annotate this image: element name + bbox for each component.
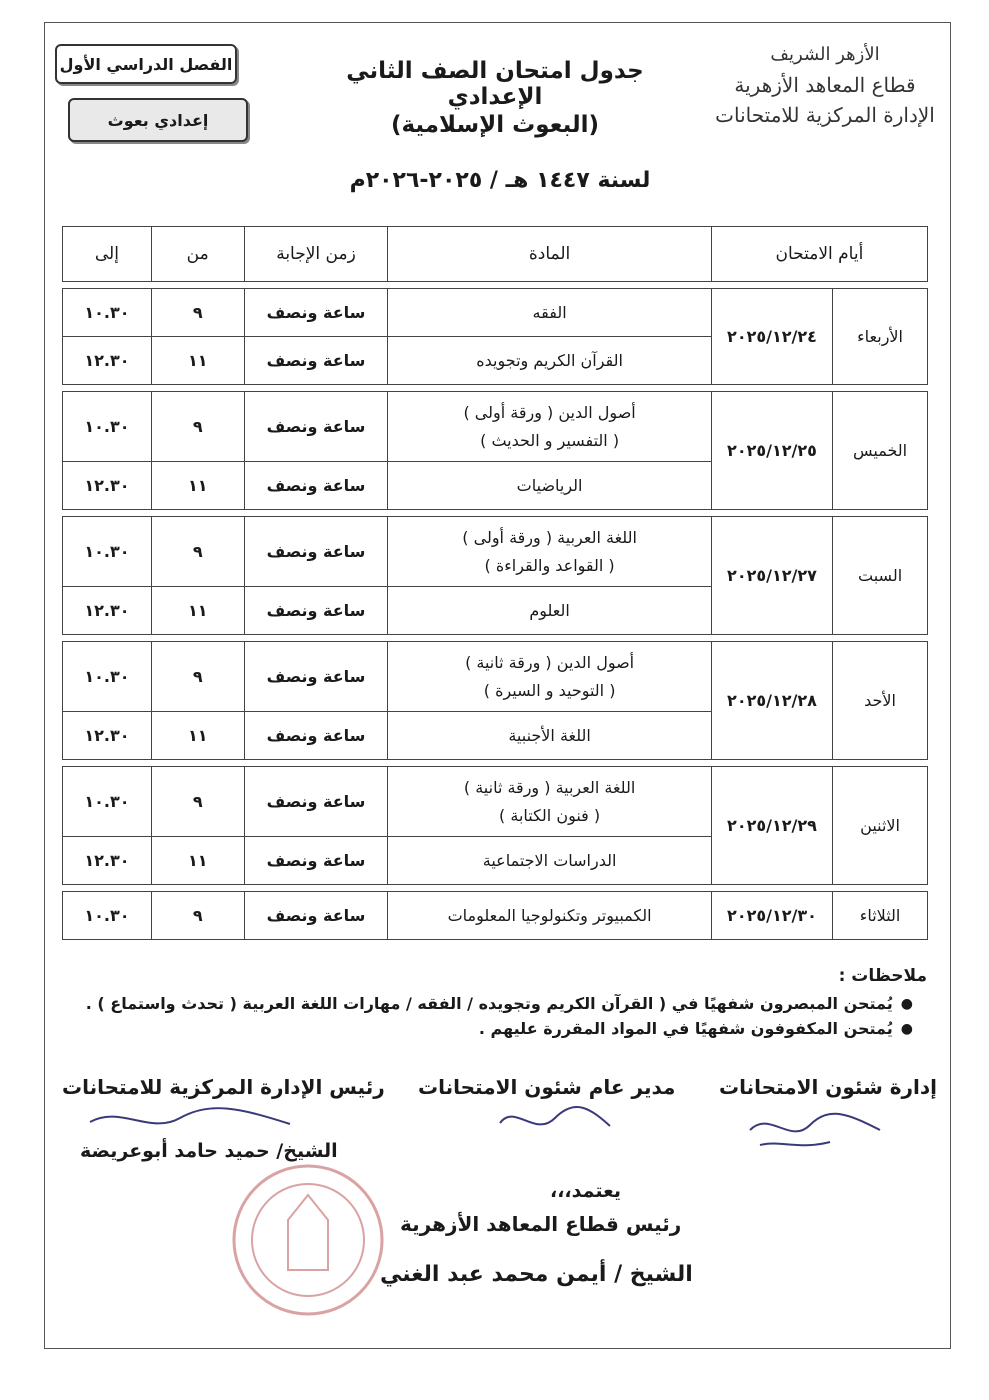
subject-cell	[388, 892, 711, 940]
from-time: ٩	[151, 767, 244, 837]
note-item	[57, 1019, 913, 1038]
subject-line: الكمبيوتر وتكنولوجيا المعلومات	[447, 905, 652, 925]
row-gap-cell	[63, 885, 928, 892]
note-text: يُمتحن المكفوفون شفهيًا في المواد المقررة عليهم .	[478, 1019, 893, 1038]
logo-line-2: قطاع المعاهد الأزهرية	[734, 73, 916, 97]
subject-line: الفقه	[532, 302, 567, 322]
exam-date: ٢٠٢٥/١٢/٢٤	[711, 289, 832, 385]
central-head-signature-title: رئيس الإدارة المركزية للامتحانات	[62, 1075, 385, 1099]
sector-head-title: رئيس قطاع المعاهد الأزهرية	[400, 1212, 682, 1236]
header-subject: المادة	[388, 227, 711, 282]
row-gap	[63, 635, 928, 642]
from-time: ١١	[151, 337, 244, 385]
duration-cell: ساعة ونصف	[244, 767, 388, 837]
subject-cell	[388, 462, 711, 510]
subject-cell	[388, 767, 711, 837]
table-row	[63, 642, 928, 712]
header-from: من	[151, 227, 244, 282]
subject-line: ( التوحيد و السيرة )	[483, 680, 616, 700]
exam-date: ٢٠٢٥/١٢/٢٨	[711, 642, 832, 760]
bullet-icon: ●	[900, 995, 913, 1012]
header-duration: زمن الإجابة	[244, 227, 388, 282]
exam-day: السبت	[833, 517, 928, 635]
subject-line: اللغة العربية ( ورقة أولى )	[462, 527, 637, 547]
subject-cell	[388, 642, 711, 712]
exam-date: ٢٠٢٥/١٢/٣٠	[711, 892, 832, 940]
subject-line: الرياضيات	[516, 475, 583, 495]
table-row	[63, 392, 928, 462]
to-time: ١٢.٣٠	[63, 837, 152, 885]
handwritten-signature-2	[490, 1098, 620, 1148]
duration-cell: ساعة ونصف	[244, 517, 388, 587]
table-row	[63, 517, 928, 587]
official-stamp	[228, 1160, 388, 1320]
row-gap	[63, 385, 928, 392]
page-subtitle: (البعوث الإسلامية)	[390, 112, 600, 138]
row-gap-cell	[63, 282, 928, 289]
exam-day: الأحد	[833, 642, 928, 760]
duration-cell: ساعة ونصف	[244, 837, 388, 885]
subject-line: القرآن الكريم وتجويده	[476, 350, 623, 370]
subject-cell	[388, 517, 711, 587]
table-header-row	[63, 227, 928, 282]
row-gap-cell	[63, 635, 928, 642]
to-time: ١٠.٣٠	[63, 517, 152, 587]
director-general-signature-title: مدير عام شئون الامتحانات	[418, 1075, 676, 1099]
subject-line: ( التفسير و الحديث )	[480, 430, 620, 450]
notes-section	[57, 966, 927, 1038]
to-time: ١٠.٣٠	[63, 289, 152, 337]
exam-affairs-signature-title: إدارة شئون الامتحانات	[719, 1075, 937, 1099]
to-time: ١٢.٣٠	[63, 712, 152, 760]
duration-cell: ساعة ونصف	[244, 392, 388, 462]
from-time: ١١	[151, 587, 244, 635]
semester-label: الفصل الدراسي الأول	[55, 44, 237, 84]
header-to: إلى	[63, 227, 152, 282]
page-title: جدول امتحان الصف الثاني الإعدادي	[346, 58, 644, 110]
row-gap	[63, 282, 928, 289]
subject-line: أصول الدين ( ورقة أولى )	[463, 402, 636, 422]
from-time: ٩	[151, 642, 244, 712]
central-head-name: الشيخ/ حميد حامد أبوعريضة	[80, 1140, 338, 1162]
exam-day: الخميس	[833, 392, 928, 510]
row-gap-cell	[63, 760, 928, 767]
subject-cell	[388, 392, 711, 462]
level-label: إعدادي بعوث	[68, 98, 248, 142]
subject-line: الدراسات الاجتماعية	[482, 850, 617, 870]
note-item	[57, 994, 913, 1013]
table-row	[63, 892, 928, 940]
to-time: ١٠.٣٠	[63, 767, 152, 837]
exam-day: الثلاثاء	[833, 892, 928, 940]
exam-day: الاثنين	[833, 767, 928, 885]
year-line: لسنة ١٤٤٧ هـ / ٢٠٢٥-٢٠٢٦م	[349, 168, 651, 193]
table-row	[63, 767, 928, 837]
duration-cell: ساعة ونصف	[244, 892, 388, 940]
exam-day: الأربعاء	[833, 289, 928, 385]
to-time: ١٢.٣٠	[63, 337, 152, 385]
to-time: ١٢.٣٠	[63, 587, 152, 635]
duration-cell: ساعة ونصف	[244, 712, 388, 760]
from-time: ١١	[151, 462, 244, 510]
duration-cell: ساعة ونصف	[244, 337, 388, 385]
subject-cell	[388, 587, 711, 635]
row-gap-cell	[63, 510, 928, 517]
header-exam-days: أيام الامتحان	[711, 227, 927, 282]
duration-cell: ساعة ونصف	[244, 587, 388, 635]
sector-head-name: الشيخ / أيمن محمد عبد الغني	[380, 1262, 693, 1287]
notes-heading: ملاحظات :	[838, 966, 927, 986]
subject-line: أصول الدين ( ورقة ثانية )	[465, 652, 635, 672]
table-row	[63, 289, 928, 337]
handwritten-signature-1	[740, 1100, 890, 1160]
logo-line-1: الأزهر الشريف	[770, 44, 880, 65]
exam-schedule-table	[62, 226, 928, 940]
subject-line: ( فنون الكتابة )	[499, 805, 601, 825]
exam-date: ٢٠٢٥/١٢/٢٥	[711, 392, 832, 510]
subject-line: اللغة العربية ( ورقة ثانية )	[463, 777, 636, 797]
subject-cell	[388, 337, 711, 385]
duration-cell: ساعة ونصف	[244, 642, 388, 712]
subject-line: اللغة الأجنبية	[508, 725, 591, 745]
handwritten-signature-3	[80, 1100, 300, 1140]
row-gap	[63, 510, 928, 517]
subject-line: ( القواعد والقراءة )	[484, 555, 615, 575]
row-gap	[63, 885, 928, 892]
to-time: ١٠.٣٠	[63, 642, 152, 712]
from-time: ٩	[151, 392, 244, 462]
from-time: ٩	[151, 289, 244, 337]
to-time: ١٠.٣٠	[63, 392, 152, 462]
bullet-icon: ●	[900, 1020, 913, 1037]
note-text: يُمتحن المبصرون شفهيًا في ( القرآن الكريم وتجويده / الفقه / مهارات اللغة العربية ( تحدث واستماع ) .	[85, 994, 893, 1013]
from-time: ١١	[151, 837, 244, 885]
to-time: ١٢.٣٠	[63, 462, 152, 510]
exam-date: ٢٠٢٥/١٢/٢٩	[711, 767, 832, 885]
approval-label: يعتمد،،،	[550, 1180, 621, 1202]
from-time: ٩	[151, 517, 244, 587]
row-gap-cell	[63, 385, 928, 392]
duration-cell: ساعة ونصف	[244, 289, 388, 337]
logo-line-3: الإدارة المركزية للامتحانات	[715, 103, 935, 127]
exam-date: ٢٠٢٥/١٢/٢٧	[711, 517, 832, 635]
row-gap	[63, 760, 928, 767]
subject-cell	[388, 712, 711, 760]
from-time: ١١	[151, 712, 244, 760]
azhar-logo	[705, 40, 945, 130]
from-time: ٩	[151, 892, 244, 940]
subject-cell	[388, 289, 711, 337]
duration-cell: ساعة ونصف	[244, 462, 388, 510]
subject-line: العلوم	[529, 600, 570, 620]
to-time: ١٠.٣٠	[63, 892, 152, 940]
subject-cell	[388, 837, 711, 885]
